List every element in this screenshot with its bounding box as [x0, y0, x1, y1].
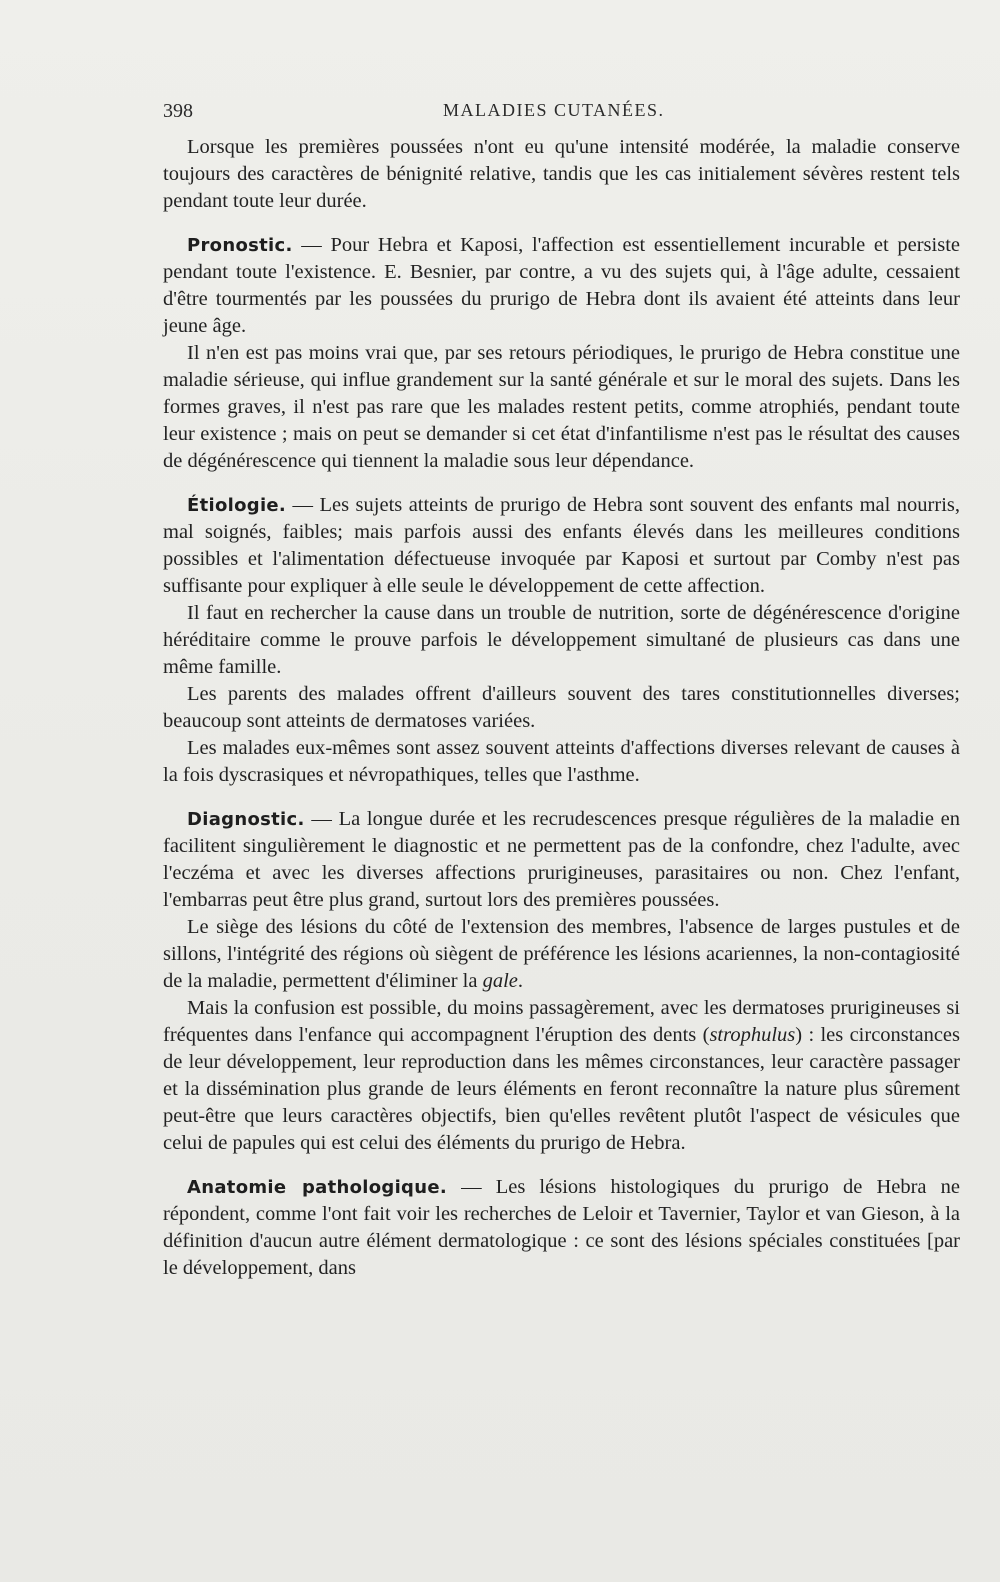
section-diagnostic [163, 806, 960, 1157]
section-etiologie [163, 492, 960, 789]
diagnostic-text-3a: Mais la confusion est possible, du moins passagèrement, avec les dermatoses prurigineuses si fréquentes dans l'enfance qui accompagnent l'éruption des dents ( [163, 997, 960, 1046]
running-head [163, 100, 963, 126]
intro-paragraph: Lorsque les premières poussées n'ont eu qu'une intensité modérée, la maladie conserve toujours des caractères de bénignité relative, tandis que les cas initialement sévères restent tels pendant toute leur durée. [163, 136, 960, 212]
anatomie-paragraph-1 [163, 1174, 960, 1282]
diagnostic-text-3b: ) : les circonstances de leur développement, leur reproduction dans les mêmes circonstances, leur caractère passager et la dissémination plus grande de leurs éléments en feront reconnaître la nature plus sûrement peut-être que leurs caractères objectifs, bien qu'elles revêtent plutôt l'aspect de vésicules que celui de papules qui est celui des éléments du prurigo de Hebra. [163, 1024, 960, 1154]
diagnostic-text-1: — La longue durée et les recrudescences presque régulières de la maladie en facilitent singulièrement le diagnostic et ne permettent pas de la confondre, chez l'adulte, avec l'eczéma et avec les diverses affections prurigineuses, parasitaires ou non. Chez l'enfant, l'embarras peut être plus grand, surtout lors des premières poussées. [163, 808, 960, 911]
etiologie-paragraph-1 [163, 492, 960, 600]
diagnostic-term-gale: gale [482, 970, 518, 992]
section-anatomie [163, 1174, 960, 1282]
body-text [163, 134, 960, 1282]
etiologie-paragraph-2: Il faut en rechercher la cause dans un trouble de nutrition, sorte de dégénérescence d'origine héréditaire comme le prouve parfois le développement simultané de plusieurs cas dans une même famille. [163, 602, 960, 678]
diagnostic-paragraph-2 [163, 914, 960, 995]
pronostic-heading: Pronostic. [187, 235, 293, 256]
pronostic-text-1: — Pour Hebra et Kaposi, l'affection est essentiellement incurable et persiste pendant toute l'existence. E. Besnier, par contre, a vu des sujets qui, à l'âge adulte, cessaient d'être tourmentés par les poussées du prurigo de Hebra dont ils avaient été atteints dans leur jeune âge. [163, 234, 960, 337]
running-title: MALADIES CUTANÉES. [443, 100, 665, 120]
diagnostic-paragraph-1 [163, 806, 960, 914]
etiologie-paragraph-3: Les parents des malades offrent d'ailleurs souvent des tares constitutionnelles diverses; beaucoup sont atteints de dermatoses variées. [163, 683, 960, 732]
section-pronostic [163, 232, 960, 475]
diagnostic-text-2a: Le siège des lésions du côté de l'extension des membres, l'absence de larges pustules et de sillons, l'intégrité des régions où siègent de préférence les lésions acariennes, la non-contagiosité de la maladie, permettent d'éliminer la [163, 916, 960, 992]
etiologie-text-1: — Les sujets atteints de prurigo de Hebra sont souvent des enfants mal nourris, mal soignés, faibles; mais parfois aussi des enfants élevés dans les meilleures conditions possibles et l'alimentation défectueuse invoquée par Kaposi et surtout par Comby n'est pas suffisante pour expliquer à elle seule le développement de cette affection. [163, 494, 960, 597]
anatomie-heading: Anatomie pathologique. [187, 1177, 447, 1198]
diagnostic-heading: Diagnostic. [187, 809, 305, 830]
pronostic-paragraph-1 [163, 232, 960, 340]
etiologie-paragraph-4: Les malades eux-mêmes sont assez souvent atteints d'affections diverses relevant de causes à la fois dyscrasiques et névropathiques, telles que l'asthme. [163, 737, 960, 786]
diagnostic-term-strophulus: strophulus [709, 1024, 796, 1046]
diagnostic-text-2b: . [517, 970, 524, 992]
etiologie-heading: Étiologie. [187, 495, 287, 516]
page-number: 398 [163, 100, 193, 122]
diagnostic-paragraph-3 [163, 995, 960, 1157]
anatomie-text-1: — Les lésions histologiques du prurigo de Hebra ne répondent, comme l'ont fait voir les recherches de Leloir et Tavernier, Taylor et van Gieson, à la définition d'aucun autre élément dermatologique : ce sont des lésions spéciales constituées [par le développement, dans [163, 1176, 960, 1279]
pronostic-paragraph-2: Il n'en est pas moins vrai que, par ses retours périodiques, le prurigo de Hebra constitue une maladie sérieuse, qui influe grandement sur la santé générale et sur le moral des sujets. Dans les formes graves, il n'est pas rare que les malades restent petits, comme atrophiés, pendant toute leur existence ; mais on peut se demander si cet état d'infantilisme n'est pas le résultat des causes de dégénérescence qui tiennent la maladie sous leur dépendance. [163, 342, 960, 472]
